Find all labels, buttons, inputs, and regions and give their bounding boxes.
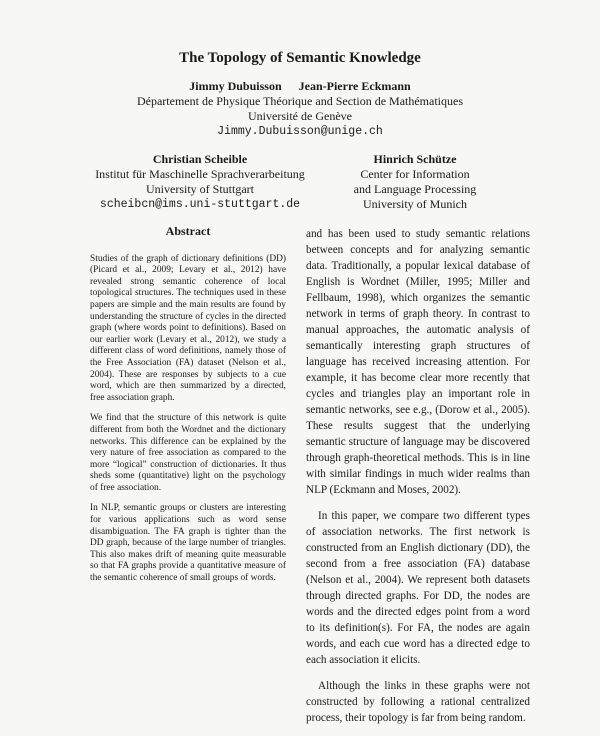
paper-title: The Topology of Semantic Knowledge — [179, 50, 421, 66]
body-paragraph: Although the links in these graphs were not constructed by following a rational centralized process, their topology is far from being random. — [306, 680, 530, 724]
author-name: Jean-Pierre Eckmann — [298, 79, 411, 93]
abstract-paragraph: Studies of the graph of dictionary definitions (DD) (Picard et al., 2009; Levary et al., 2012) have revealed strong semantic coherence of local topological structures. The techniques used in these papers are simple and the main results are found by understanding the structure of cycles in the directed graph (where words point to definitions). Based on our earlier work (Levary et al., 2012), we study a different class of word definitions, namely those of the Free Association (FA) dataset (Nelson et al., 2004). These are responses by subjects to a cue word, which are then summarized by a directed, free association graph. — [90, 253, 286, 403]
body-column — [306, 226, 530, 736]
affiliation-line: Institut für Maschinelle Sprachverarbeitung — [95, 167, 305, 181]
author-email: Jimmy.Dubuisson@unige.ch — [217, 125, 383, 138]
body-paragraph: In this paper, we compare two different types of association networks. The first network is constructed from an English dictionary (DD), the second from a free association (FA) database (Nelson et al., 2004). We represent both datasets through directed graphs. For DD, the nodes are words and the directed edges point from a word to its definition(s). For FA, the nodes are again words, and each cue word has a directed edge to each association it elicits. — [306, 510, 530, 666]
affiliation-line: Center for Information — [360, 167, 470, 181]
abstract-heading: Abstract — [165, 224, 211, 238]
top-authors-block — [0, 79, 600, 139]
abstract-paragraph: We find that the structure of this network is quite different from both the Wordnet and the dictionary networks. This difference can be explained by the very nature of free association as compared to the more “logical” construction of dictionaries. It thus sheds some (quantitative) light on the psychology of free association. — [90, 413, 286, 493]
affiliation-line: University of Munich — [363, 197, 467, 211]
affiliation-line: Université de Genève — [248, 109, 352, 123]
author-name: Hinrich Schütze — [373, 152, 457, 166]
affiliation-line: Département de Physique Théorique and Section de Mathématiques — [136, 94, 464, 108]
author-name: Christian Scheible — [152, 152, 248, 166]
author-name: Jimmy Dubuisson — [189, 79, 282, 93]
abstract-paragraph: In NLP, semantic groups or clusters are interesting for various applications such as word sense disambiguation. The FA graph is tighter than the DD graph, because of the large number of triangles. This also makes drift of meaning quite measurable so that FA graphs provide a quantitative measure of the semantic coherence of small groups of words. — [90, 503, 286, 584]
right-author-block — [320, 152, 510, 212]
abstract-column — [90, 226, 286, 594]
affiliation-line: and Language Processing — [353, 182, 477, 196]
top-author-names — [0, 79, 600, 94]
author-email: scheibcn@ims.uni-stuttgart.de — [99, 198, 301, 211]
left-author-block — [90, 152, 310, 212]
body-paragraph: and has been used to study semantic relations between concepts and for analyzing semantic data. Traditionally, a popular lexical database of English is Wordnet (Miller, 1995; Miller and Fellbaum, 1998), which organizes the semantic network in terms of graph theory. In contrast to manual approaches, the automatic analysis of semantically interesting graph structures of language has received increasing attention. For example, it has become clear more recently that cycles and triangles play an important role in semantic networks, see e.g., (Dorow et al., 2005). These results suggest that the underlying semantic structure of language may be discovered through graph-theoretical methods. This is in line with similar findings in much wider realms than NLP (Eckmann and Moses, 2002). — [306, 228, 530, 496]
affiliation-line: University of Stuttgart — [146, 182, 254, 196]
